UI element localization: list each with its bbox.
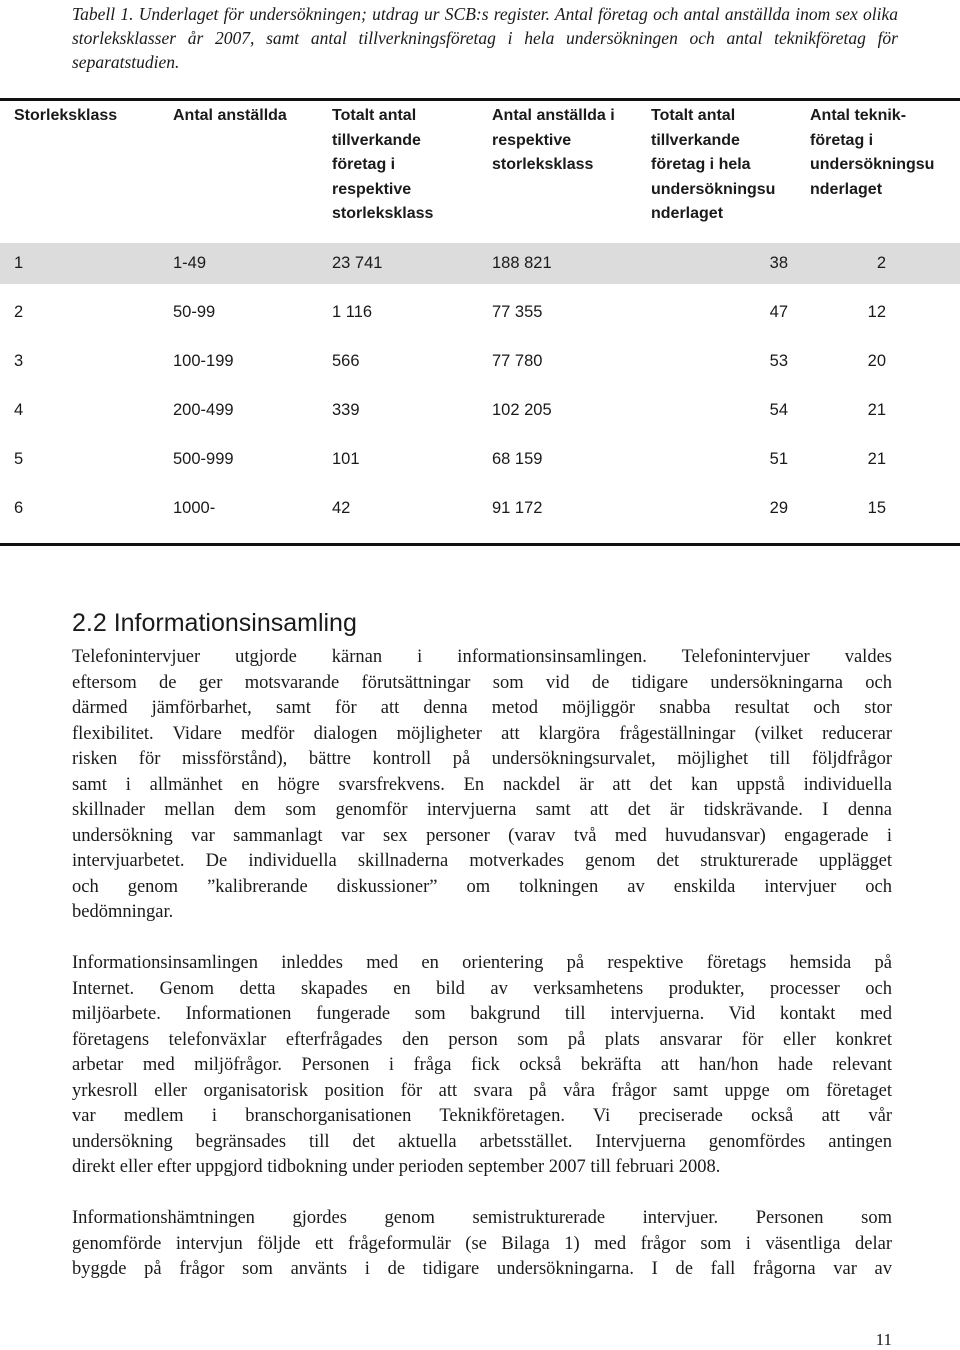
caption-line: Tabell 1. Underlaget för undersökningen; utdrag ur SCB:s register. Antal företag och antal anställda inom sex olika xyxy=(72,4,898,24)
paragraph-line: företagens telefonväxlar efterfrågades den person som på plats ansvarar för eller konkret xyxy=(72,1029,892,1050)
paragraph-line: risken för missförstånd), bättre kontroll på undersökningsurvalet, möjlighet till följdfrågor xyxy=(72,749,892,769)
cell-undersokning: 38 xyxy=(769,254,788,272)
cell-teknikforetag: 15 xyxy=(867,499,886,517)
cell-storleksklass: 1 xyxy=(14,254,24,272)
table-top-rule xyxy=(0,98,960,101)
paragraph-telefonintervjuer xyxy=(72,645,892,926)
table-caption xyxy=(72,2,898,74)
cell-undersokning: 51 xyxy=(769,450,788,468)
paragraph-line: arbetar med miljöfrågor. Personen i fråga fick också bekräfta att han/hon hade relevant xyxy=(72,1055,892,1075)
cell-teknikforetag: 21 xyxy=(867,450,886,468)
paragraph-informationsinsamlingen xyxy=(72,951,892,1181)
table-row xyxy=(0,292,960,333)
cell-undersokning: 54 xyxy=(769,401,788,419)
cell-antal-anstallda: 102 205 xyxy=(492,401,552,419)
cell-anstallda-range: 50-99 xyxy=(173,303,216,321)
cell-anstallda-range: 1000- xyxy=(173,499,216,517)
header-teknikforetag: Antal teknik- företag i undersökningsu nderlaget xyxy=(810,107,935,198)
cell-totalt-foretag: 101 xyxy=(332,450,360,468)
table-row xyxy=(0,341,960,382)
caption-line: separatstudien. xyxy=(72,52,180,72)
paragraph-line: miljöarbete. Informationen fungerade som bakgrund till intervjuerna. Vid kontakt med xyxy=(72,1004,892,1024)
cell-totalt-foretag: 42 xyxy=(332,499,351,517)
section-heading: 2.2 Informationsinsamling xyxy=(72,609,357,637)
cell-anstallda-range: 1-49 xyxy=(173,254,207,272)
paragraph-line: var medlem i branschorganisationen Teknikföretagen. Vi preciserade också att vår xyxy=(72,1106,892,1126)
cell-antal-anstallda: 68 159 xyxy=(492,450,543,468)
paragraph-line: bedömningar. xyxy=(72,902,174,922)
cell-teknikforetag: 2 xyxy=(876,254,886,272)
header-antal-anstallda: Antal anställda xyxy=(173,107,287,124)
cell-totalt-foretag: 339 xyxy=(332,401,360,419)
paragraph-line: skillnader mellan dem som genomför intervjuerna samt att det är tidskrävande. I denna xyxy=(72,800,892,820)
cell-anstallda-range: 200-499 xyxy=(173,401,234,419)
cell-antal-anstallda: 188 821 xyxy=(492,254,552,272)
cell-antal-anstallda: 77 780 xyxy=(492,352,543,370)
paragraph-line: eftersom de ger motsvarande förutsättningar som vid de tidigare undersökningarna och xyxy=(72,672,892,693)
table-bottom-rule xyxy=(0,543,960,546)
paragraph-line: flexibilitet. Vidare medför dialogen möjligheter att klargöra frågeställningar (vilket reducerar xyxy=(72,723,892,744)
paragraph-line: undersökning begränsades till det aktuella arbetsstället. Intervjuerna genomfördes antingen xyxy=(72,1131,892,1152)
cell-anstallda-range: 500-999 xyxy=(173,450,234,468)
cell-totalt-foretag: 23 741 xyxy=(332,254,383,272)
cell-totalt-foretag: 566 xyxy=(332,352,360,370)
caption-line: storleksklasser år 2007, samt antal tillverkningsföretag i hela undersökningen och antal teknikföretag för xyxy=(72,28,898,48)
paragraph-line: Internet. Genom detta skapades en bild av verksamhetens produkter, processer och xyxy=(72,978,892,999)
paragraph-line: Telefonintervjuer utgjorde kärnan i informationsinsamlingen. Telefonintervjuer valdes xyxy=(72,647,892,667)
cell-teknikforetag: 12 xyxy=(867,303,886,321)
paragraph-line: och genom ”kalibrerande diskussioner” om tolkningen av enskilda intervjuer och xyxy=(72,876,892,897)
paragraph-line: därmed jämförbarhet, samt för att denna metod möjliggör snabba resultat och stor xyxy=(72,698,892,718)
cell-undersokning: 53 xyxy=(769,352,788,370)
table-row xyxy=(0,488,960,529)
paragraph-informationshamtningen xyxy=(72,1206,892,1283)
cell-undersokning: 47 xyxy=(769,303,788,321)
cell-antal-anstallda: 91 172 xyxy=(492,499,543,517)
header-totalt-tillverkande: Totalt antal tillverkande företag i respektive storleksklass xyxy=(332,107,434,222)
header-anstallda-storleksklass: Antal anställda i respektive storleksklass xyxy=(492,107,615,173)
page-number: 11 xyxy=(875,1330,892,1349)
paragraph-line: byggde på frågor som använts i de tidigare undersökningarna. I de fall frågorna var av xyxy=(72,1259,892,1279)
header-totalt-hela: Totalt antal tillverkande företag i hela undersökningsu nderlaget xyxy=(651,107,776,222)
paragraph-line: intervjuarbetet. De individuella skillnaderna motverkades genom det strukturerade upplägget xyxy=(72,851,892,871)
cell-storleksklass: 3 xyxy=(14,352,24,370)
table-row xyxy=(0,243,960,284)
cell-antal-anstallda: 77 355 xyxy=(492,303,543,321)
header-storleksklass: Storleksklass xyxy=(14,107,118,124)
cell-teknikforetag: 21 xyxy=(867,401,886,419)
table-row xyxy=(0,439,960,480)
cell-storleksklass: 2 xyxy=(14,303,24,321)
cell-undersokning: 29 xyxy=(769,499,788,517)
paragraph-line: Informationshämtningen gjordes genom semistrukturerade intervjuer. Personen som xyxy=(72,1208,892,1228)
cell-storleksklass: 5 xyxy=(14,450,24,468)
cell-storleksklass: 6 xyxy=(14,499,24,517)
paragraph-line: Informationsinsamlingen inleddes med en orientering på respektive företags hemsida på xyxy=(72,953,892,973)
cell-storleksklass: 4 xyxy=(14,401,24,419)
paragraph-line: direkt eller efter uppgjord tidbokning under perioden september 2007 till februari 2008. xyxy=(72,1157,721,1177)
paragraph-line: undersökning var sammanlagt var sex personer (varav två med huvudansvar) engagerade i xyxy=(72,825,892,846)
cell-teknikforetag: 20 xyxy=(867,352,886,370)
cell-totalt-foretag: 1 116 xyxy=(332,303,373,321)
paragraph-line: genomförde intervjun följde ett frågeformulär (se Bilaga 1) med frågor som i väsentliga delar xyxy=(72,1233,892,1254)
paragraph-line: samt i allmänhet en högre svarsfrekvens. En nackdel är att det kan uppstå individuella xyxy=(72,774,892,795)
paragraph-line: yrkesroll eller organisatorisk position för att svara på våra frågor samt uppge om företaget xyxy=(72,1080,892,1101)
table-row xyxy=(0,390,960,431)
cell-anstallda-range: 100-199 xyxy=(173,352,234,370)
